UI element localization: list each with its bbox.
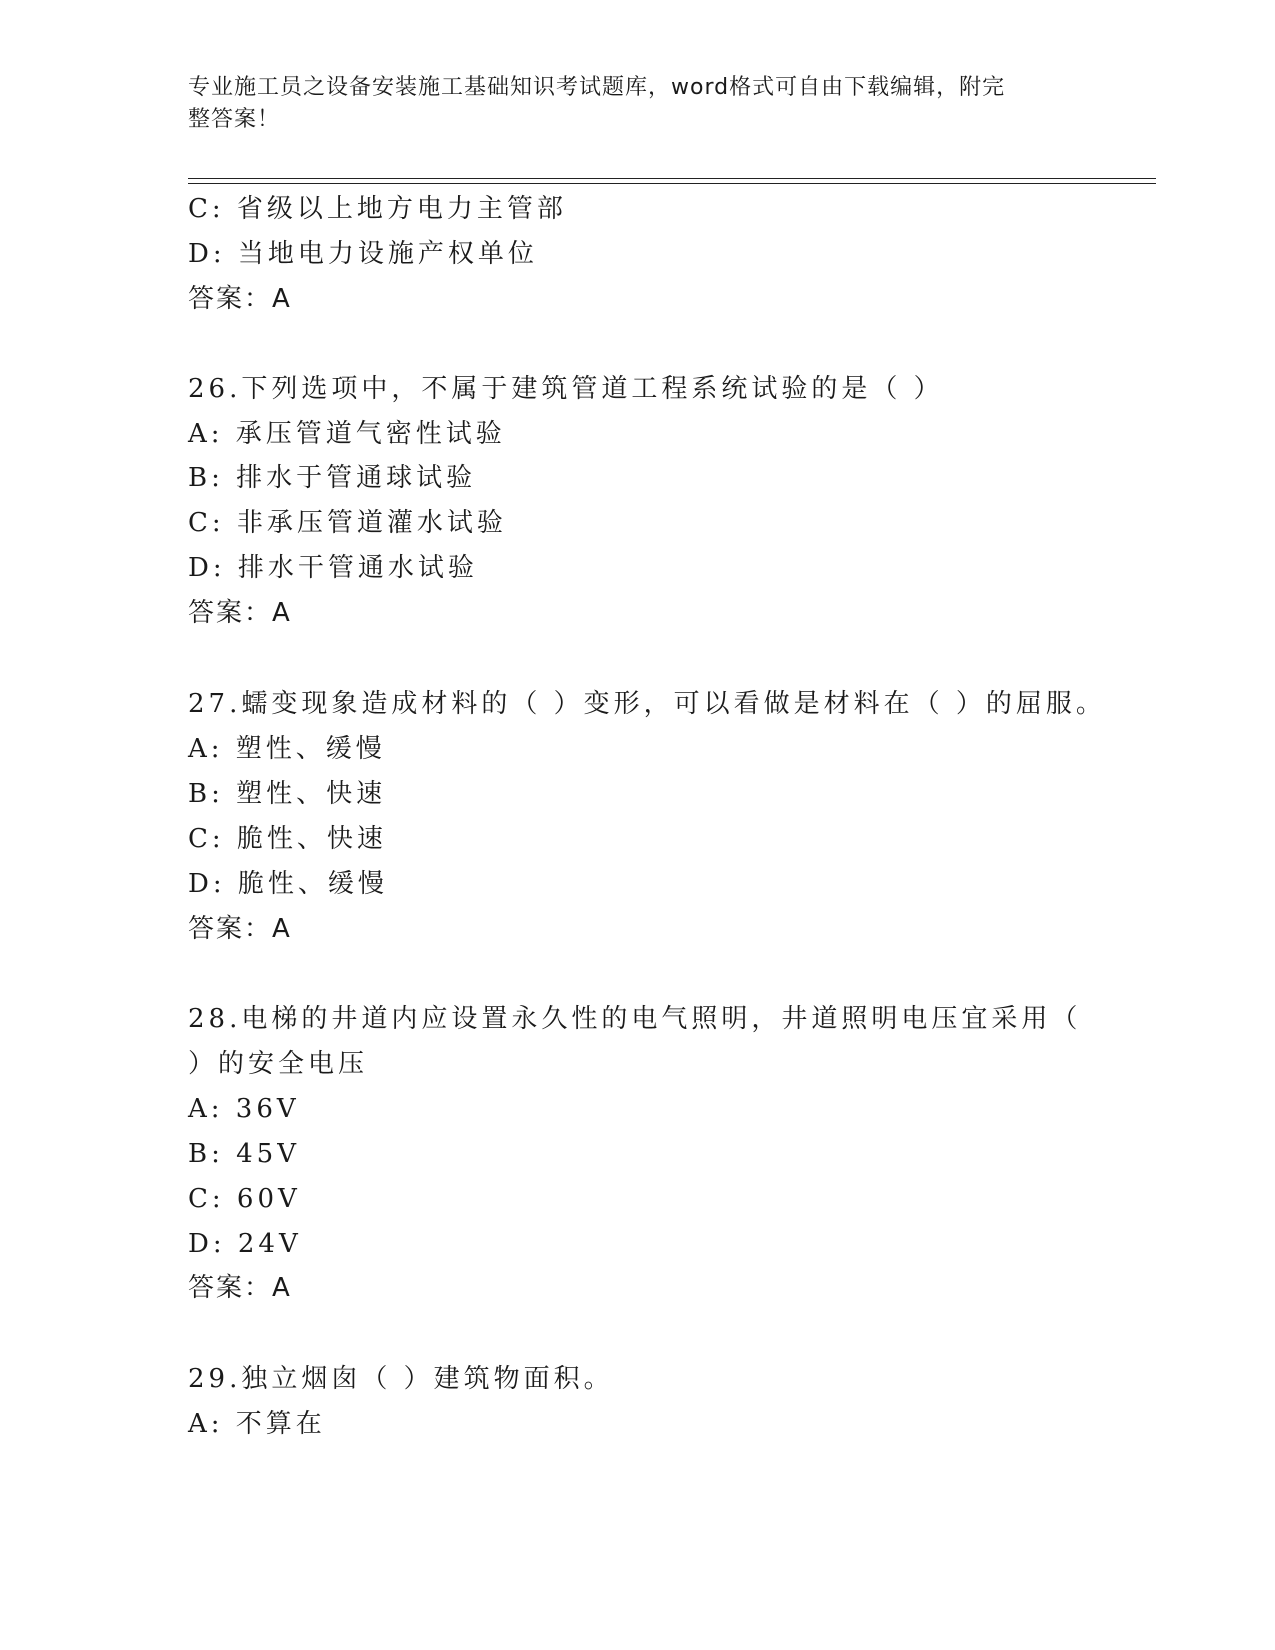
q27-question: 27.蠕变现象造成材料的（ ）变形，可以看做是材料在（ ）的屈服。 bbox=[188, 689, 1106, 719]
document-header bbox=[188, 72, 1068, 136]
q28-answer: 答案：A bbox=[188, 1273, 292, 1303]
q26-question: 26.下列选项中，不属于建筑管道工程系统试验的是（ ） bbox=[188, 374, 944, 404]
q27-answer: 答案：A bbox=[188, 914, 292, 944]
q27-option-d: D: 脆性、缓慢 bbox=[188, 869, 388, 899]
q29-question: 29.独立烟囱（ ）建筑物面积。 bbox=[188, 1364, 614, 1394]
header-divider-bottom bbox=[188, 183, 1156, 184]
q27-option-a: A: 塑性、缓慢 bbox=[188, 734, 386, 764]
q26-answer: 答案：A bbox=[188, 598, 292, 628]
q26-option-c: C: 非承压管道灌水试验 bbox=[188, 508, 507, 538]
q28-question-line-2: ）的安全电压 bbox=[188, 1049, 369, 1079]
q26-option-d: D: 排水干管通水试验 bbox=[188, 553, 478, 583]
header-divider-top bbox=[188, 178, 1156, 179]
q29-option-a: A: 不算在 bbox=[188, 1409, 326, 1439]
q28-option-c: C: 60V bbox=[188, 1184, 301, 1214]
q28-option-a: A: 36V bbox=[188, 1094, 300, 1124]
q28-question-line-1: 28.电梯的井道内应设置永久性的电气照明，井道照明电压宜采用（ bbox=[188, 1004, 1082, 1034]
q25-option-c: C: 省级以上地方电力主管部 bbox=[188, 194, 567, 224]
q28-option-b: B: 45V bbox=[188, 1139, 300, 1169]
q25-option-d: D: 当地电力设施产权单位 bbox=[188, 239, 538, 269]
q27-option-b: B: 塑性、快速 bbox=[188, 779, 387, 809]
header-line-1: 专业施工员之设备安装施工基础知识考试题库，word格式可自由下载编辑，附完 bbox=[188, 75, 1006, 100]
q28-option-d: D: 24V bbox=[188, 1229, 302, 1259]
q26-option-a: A: 承压管道气密性试验 bbox=[188, 419, 506, 449]
q27-option-c: C: 脆性、快速 bbox=[188, 824, 387, 854]
q26-option-b: B: 排水于管通球试验 bbox=[188, 463, 477, 493]
header-line-2: 整答案！ bbox=[188, 107, 281, 132]
q25-answer: 答案：A bbox=[188, 284, 292, 314]
